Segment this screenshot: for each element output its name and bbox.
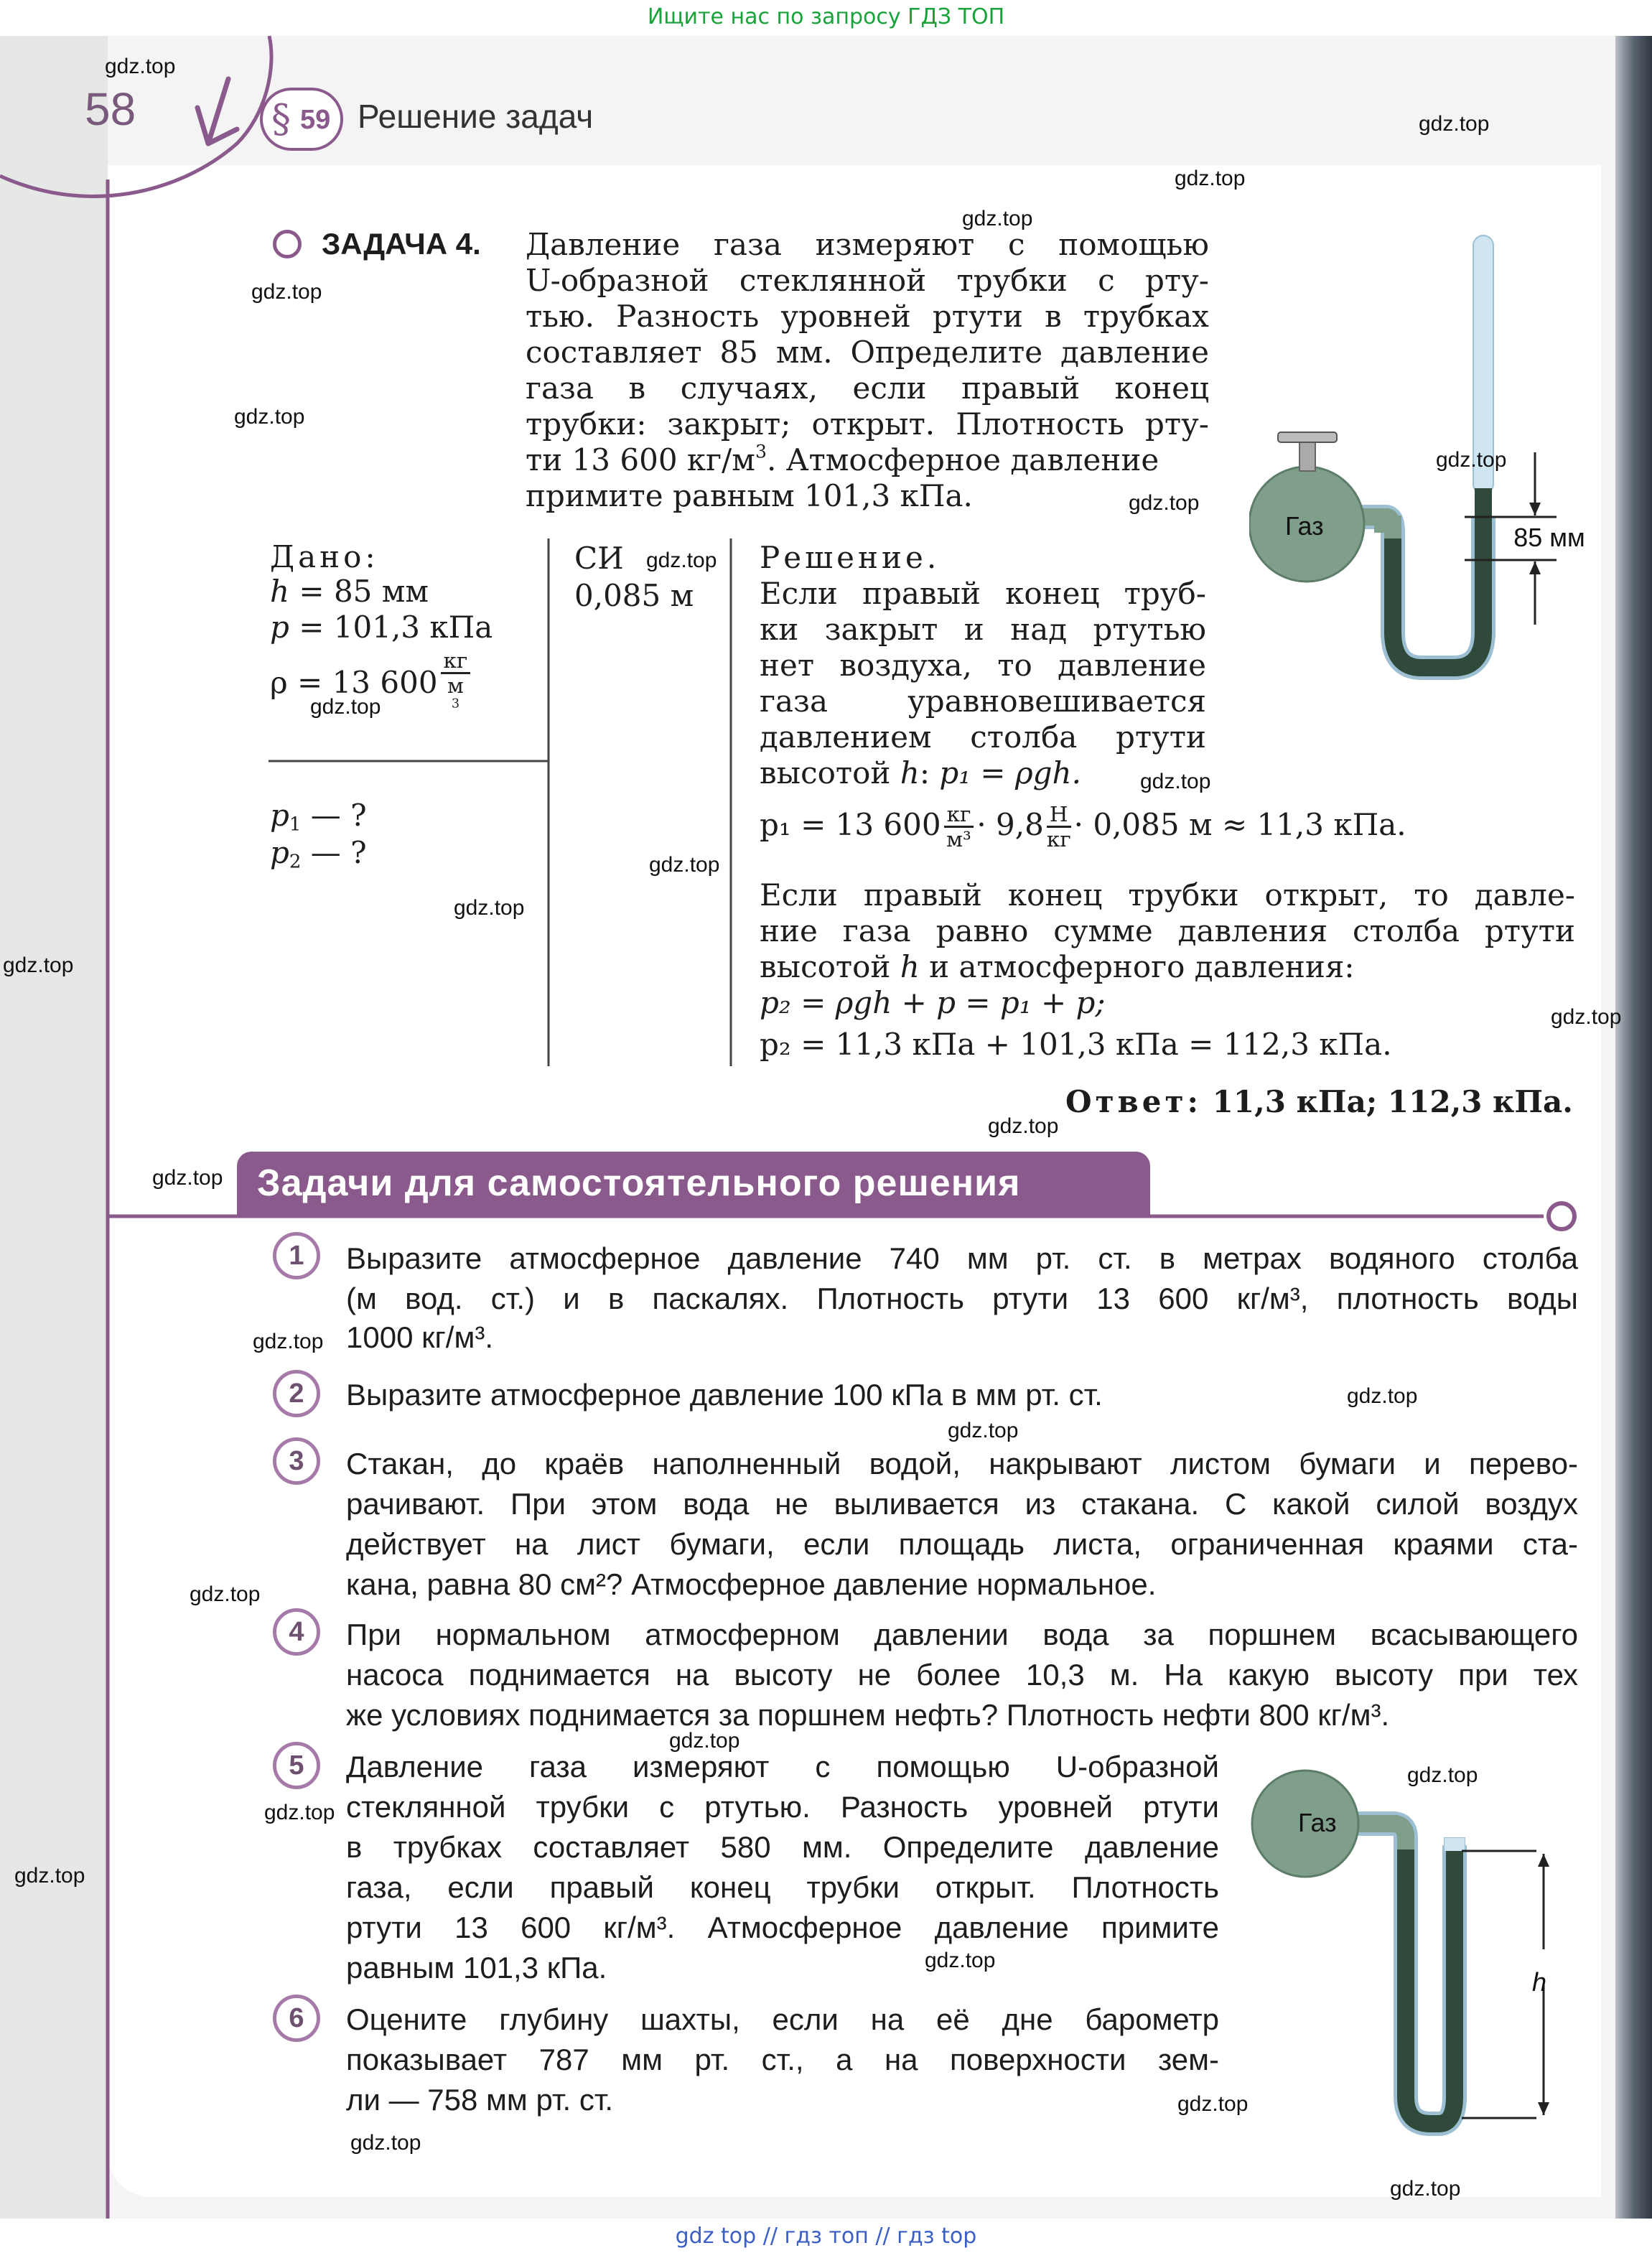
task-text-line: 1000 кг/м³. (346, 1320, 493, 1354)
find-p2: $p_2$ — ? (270, 835, 367, 873)
page-number: 58 (85, 83, 136, 135)
solution-line: ки закрыт и над ртутью (760, 612, 1206, 647)
task-text-line: рачивают. При этом вода не выливается из стакана. С какой силой воздух (346, 1487, 1578, 1521)
task-text-line: равным 101,3 кПа. (346, 1951, 607, 1984)
watermark: gdz.top (234, 405, 305, 429)
task-text-line: (м вод. ст.) и в паскалях. Плотность ртути 13 600 кг/м³, плотность воды (346, 1282, 1578, 1315)
top-banner[interactable]: Ищите нас по запросу ГДЗ ТОП (647, 4, 1005, 29)
solution-line: газа уравновешивается (760, 684, 1206, 719)
task-text-line: кана, равна 80 см²? Атмосферное давление нормальное. (346, 1567, 1157, 1601)
figure-u-tube-closed (1249, 230, 1601, 704)
watermark: gdz.top (105, 55, 176, 78)
task4-line: ти 13 600 $кг/м^3$. Атмосферное давление (526, 441, 1159, 477)
task4-label: ЗАДАЧА 4. (322, 227, 481, 261)
task4-line: составляет 85 мм. Определите давление (526, 335, 1209, 370)
watermark: gdz.top (251, 280, 322, 304)
watermark: gdz.top (962, 207, 1033, 230)
watermark: gdz.top (14, 1864, 85, 1888)
si-value: 0,085 м (574, 578, 694, 613)
watermark: gdz.top (454, 896, 525, 920)
bottom-links[interactable]: gdz top // гдз топ // гдз top (675, 2224, 977, 2249)
task-text-line: Стакан, до краёв наполненный водой, накрывают листом бумаги и перево- (346, 1447, 1578, 1480)
figure1-dimension-label: 85 мм (1501, 523, 1598, 553)
task-text-line: ли — 758 мм рт. ст. (346, 2083, 614, 2117)
watermark: gdz.top (1347, 1384, 1418, 1408)
watermark: gdz.top (925, 1949, 996, 1972)
solution-line: высотой h и атмосферного давления: (760, 949, 1355, 984)
solution-line: Если правый конец труб- (760, 576, 1206, 611)
section-badge (260, 88, 343, 151)
given-h: h = 85 мм (270, 574, 429, 609)
given-header: Дано: (270, 539, 379, 574)
self-study-title: Задачи для самостоятельного решения (257, 1162, 1021, 1204)
given-block (270, 540, 493, 721)
watermark: gdz.top (310, 695, 381, 719)
figure1-gas-label: Газ (1285, 511, 1324, 541)
watermark: gdz.top (1177, 2092, 1249, 2116)
formula2: p₂ = ρgh + p = p₁ + p; (760, 985, 1106, 1020)
watermark: gdz.top (253, 1330, 324, 1353)
task-text-line: действует на лист бумаги, если площадь листа, ограниченная краями ста- (346, 1527, 1578, 1561)
task-number: 2 (273, 1370, 320, 1417)
task-text-line: При нормальном атмосферном давлении вода за поршнем всасывающего (346, 1618, 1578, 1651)
task-number: 5 (273, 1742, 320, 1789)
solution-open-block (760, 877, 1575, 1063)
task4-line: U-образной стеклянной трубки с рту- (526, 263, 1209, 298)
task4-text (526, 227, 1209, 514)
figure2-h-label: h (1532, 1967, 1547, 1997)
watermark: gdz.top (1436, 448, 1507, 472)
task4-line: тью. Разность уровней ртути в трубках (526, 299, 1209, 334)
watermark: gdz.top (152, 1166, 223, 1190)
watermark: gdz.top (1407, 1763, 1478, 1787)
task-text-line: в трубках составляет 580 мм. Определите давление (346, 1830, 1219, 1864)
task-text-line: же условиях поднимается за поршнем нефть? Плотность нефти 800 кг/м³. (346, 1698, 1390, 1732)
solution-line: нет воздуха, то давление (760, 648, 1206, 683)
si-header: СИ (574, 541, 624, 576)
watermark: gdz.top (1129, 491, 1200, 515)
solution-header: Решение. (760, 540, 941, 575)
task-number: 3 (273, 1437, 320, 1485)
watermark: gdz.top (350, 2131, 421, 2155)
figure2-gas-label: Газ (1298, 1808, 1337, 1837)
task-number: 4 (273, 1608, 320, 1656)
watermark: gdz.top (1419, 112, 1490, 136)
task-text-line: Выразите атмосферное давление 740 мм рт. ст. в метрах водяного столба (346, 1241, 1578, 1275)
task4-line: примите равным 101,3 кПа. (526, 478, 973, 513)
task-text-line: показывает 787 мм рт. ст., а на поверхности зем- (346, 2043, 1219, 2076)
watermark: gdz.top (190, 1582, 261, 1606)
task-marker-icon (273, 230, 302, 258)
watermark: gdz.top (649, 853, 720, 877)
watermark: gdz.top (1390, 2177, 1461, 2201)
watermark: gdz.top (646, 549, 717, 572)
find-block (270, 797, 367, 872)
watermark: gdz.top (1140, 770, 1211, 793)
task4-line: Давление газа измеряют с помощью (526, 227, 1209, 262)
task-text-line: стеклянной трубки с ртутью. Разность уровней ртути (346, 1790, 1219, 1824)
section-title: Решение задач (358, 98, 594, 135)
watermark: gdz.top (1175, 167, 1246, 190)
task-text-line: Оцените глубину шахты, если на её дне барометр (346, 2002, 1219, 2036)
task4-line: трубки: закрыт; открыт. Плотность рту- (526, 406, 1209, 442)
task-text-line: насоса поднимается на высоту не более 10,3 м. На какую высоту при тех (346, 1658, 1578, 1692)
given-rho: ρ = 13 600 кг м $^3$ (270, 649, 493, 721)
answer: Ответ: 11,3 кПа; 112,3 кПа. (1065, 1084, 1573, 1119)
calc2: p₂ = 11,3 кПа + 101,3 кПа = 112,3 кПа. (760, 1027, 1392, 1062)
solution-line: ние газа равно сумме давления столба ртути (760, 913, 1575, 948)
task-text-line: Давление газа измеряют с помощью U-образной (346, 1750, 1219, 1783)
solution-line: давлением столба ртути (760, 719, 1206, 755)
section-symbol: § (271, 96, 291, 141)
watermark: gdz.top (3, 953, 74, 977)
watermark: gdz.top (948, 1419, 1019, 1442)
solution-line: высотой h: p₁ = ρgh. (760, 755, 1081, 790)
watermark: gdz.top (988, 1114, 1059, 1138)
arrow-icon (197, 79, 237, 144)
watermark: gdz.top (669, 1729, 740, 1753)
task-number: 6 (273, 1995, 320, 2042)
given-p: p = 101,3 кПа (270, 610, 493, 645)
task-text-line: Выразите атмосферное давление 100 кПа в мм рт. ст. (346, 1378, 1103, 1412)
calc1: p₁ = 13 600 $\frac{кг}{\text{м³}}$ · 9,8 $\frac{Н}{кг}$ · 0,085 м ≈ 11,3 кПа. (760, 802, 1406, 852)
task-number: 1 (273, 1232, 320, 1279)
watermark: gdz.top (1551, 1005, 1622, 1029)
task4-line: газа в случаях, если правый конец (526, 370, 1209, 406)
task-text-line: газа, если правый конец трубки открыт. Плотность (346, 1870, 1219, 1904)
solution-block (760, 540, 1206, 791)
task-text-line: ртути 13 600 кг/м³. Атмосферное давление примите (346, 1911, 1219, 1944)
solution-line: Если правый конец трубки открыт, то давле- (760, 877, 1575, 913)
watermark: gdz.top (264, 1801, 335, 1824)
section-number: 59 (300, 105, 331, 135)
find-p1: $p_1$ — ? (270, 798, 367, 836)
